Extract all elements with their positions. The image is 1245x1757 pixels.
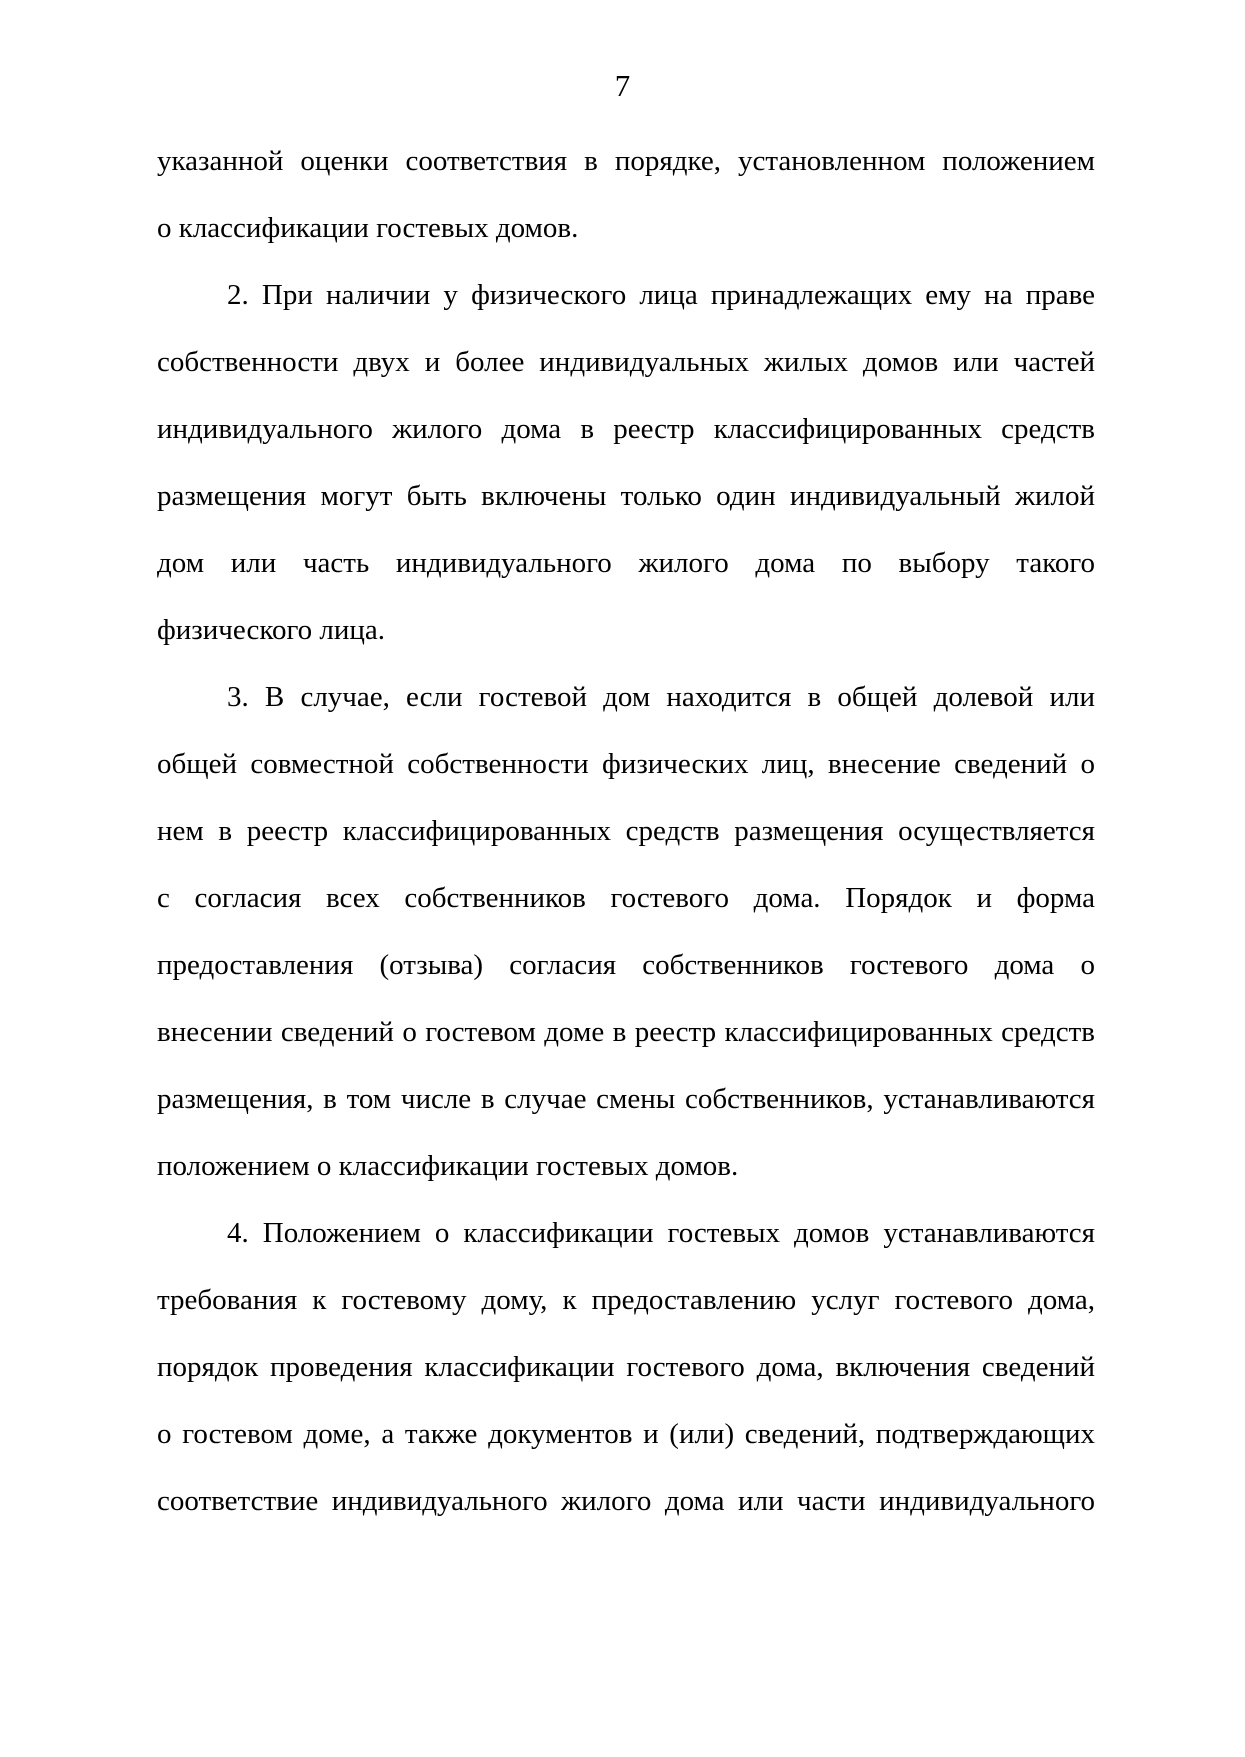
- paragraph-2: [157, 277, 1095, 679]
- text-line: порядок проведения классификации гостевого дома, включения сведений: [157, 1351, 1095, 1383]
- page-number: 7: [614, 68, 631, 103]
- text-line: размещения могут быть включены только один индивидуальный жилой: [157, 480, 1095, 512]
- paragraph-continuation: [157, 143, 1095, 277]
- text-line: 3. В случае, если гостевой дом находится в общей долевой или: [227, 681, 1095, 713]
- text-line: с согласия всех собственников гостевого дома. Порядок и форма: [157, 882, 1095, 914]
- text-line: физического лица.: [157, 614, 386, 646]
- text-line: о гостевом доме, а также документов и (или) сведений, подтверждающих: [157, 1418, 1095, 1450]
- text-line: общей совместной собственности физических лиц, внесение сведений о: [157, 748, 1095, 780]
- text-line: индивидуального жилого дома в реестр классифицированных средств: [157, 413, 1095, 445]
- paragraph-3: [157, 679, 1095, 1215]
- text-line: положением о классификации гостевых домов.: [157, 1150, 739, 1182]
- text-line: нем в реестр классифицированных средств размещения осуществляется: [157, 815, 1095, 847]
- text-line: размещения, в том числе в случае смены собственников, устанавливаются: [157, 1083, 1095, 1115]
- text-line: соответствие индивидуального жилого дома или части индивидуального: [157, 1485, 1095, 1517]
- text-line: указанной оценки соответствия в порядке, установленном положением: [157, 145, 1095, 177]
- text-line: внесении сведений о гостевом доме в реестр классифицированных средств: [157, 1016, 1095, 1048]
- text-line: требования к гостевому дому, к предоставлению услуг гостевого дома,: [157, 1284, 1095, 1316]
- text-line: дом или часть индивидуального жилого дома по выбору такого: [157, 547, 1095, 579]
- text-line: 4. Положением о классификации гостевых домов устанавливаются: [227, 1217, 1095, 1249]
- text-line: предоставления (отзыва) согласия собственников гостевого дома о: [157, 949, 1095, 981]
- document-body: [157, 143, 1095, 1550]
- paragraph-4: [157, 1215, 1095, 1550]
- text-line: собственности двух и более индивидуальных жилых домов или частей: [157, 346, 1095, 378]
- text-line: 2. При наличии у физического лица принадлежащих ему на праве: [227, 279, 1095, 311]
- text-line: о классификации гостевых домов.: [157, 212, 579, 244]
